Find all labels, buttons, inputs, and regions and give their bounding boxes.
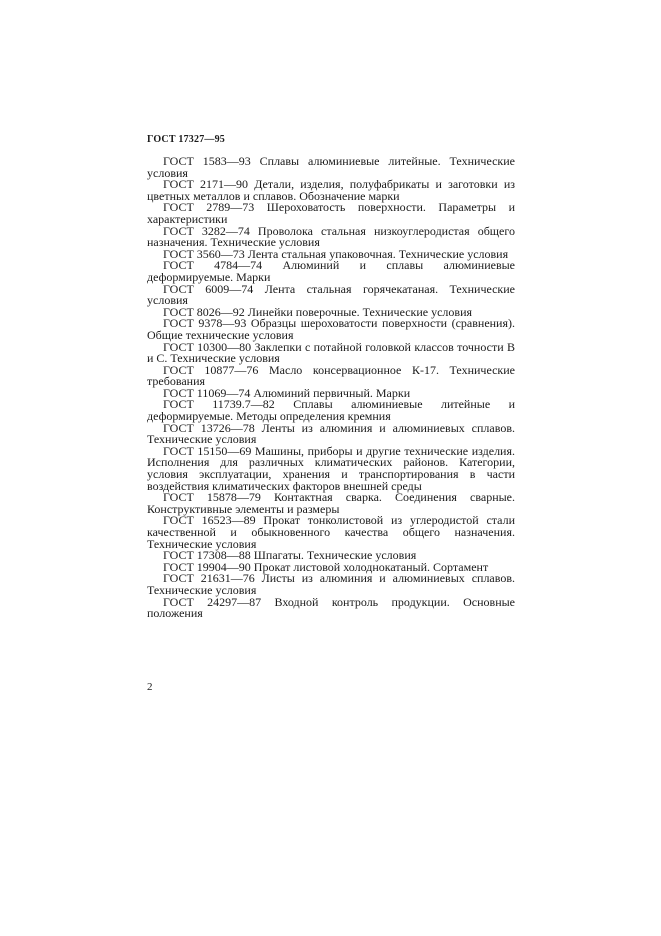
reference-item	[147, 515, 515, 550]
reference-code: ГОСТ 4784—74	[163, 258, 263, 273]
reference-item	[147, 492, 515, 515]
reference-code: ГОСТ 10877—76	[163, 362, 259, 377]
reference-code: ГОСТ 15878—79	[163, 490, 261, 505]
reference-code: ГОСТ 19904—90	[163, 559, 251, 574]
reference-code: ГОСТ 1583—93	[163, 154, 251, 168]
reference-code: ГОСТ 11069—74	[163, 385, 251, 400]
reference-title: Сплавы алюминиевые литейные. Технические условия	[147, 154, 515, 180]
reference-code: ГОСТ 16523—89	[163, 513, 256, 528]
reference-title: Детали, изделия, полуфабрикаты и заготовки из цветных металлов и сплавов. Обозначение марки	[147, 177, 516, 203]
reference-title: Входной контроль продукции. Основные положения	[147, 594, 516, 621]
reference-title: Контактная сварка. Соединения сварные. Конструктивные элементы и размеры	[147, 490, 516, 516]
reference-title: Ленты из алюминия и алюминиевых сплавов. Технические условия	[147, 420, 515, 447]
reference-title: Лента стальная горячекатаная. Технические условия	[147, 281, 516, 308]
page-number: 2	[147, 681, 153, 693]
reference-code: ГОСТ 9378—93	[163, 316, 247, 331]
reference-title: Алюминий и сплавы алюминиевые деформируемые. Марки	[147, 258, 516, 284]
reference-code: ГОСТ 21631—76	[163, 571, 255, 586]
reference-item	[147, 156, 515, 179]
reference-title: Масло консервационное К-17. Технические требования	[147, 362, 515, 389]
reference-title: Образцы шероховатости поверхности (сравнения). Общие технические условия	[147, 316, 515, 342]
reference-item	[147, 420, 515, 447]
reference-code: ГОСТ 24297—87	[163, 594, 262, 609]
reference-item	[147, 223, 516, 250]
reference-code: ГОСТ 10300—80	[163, 339, 252, 354]
reference-title: Сплавы алюминиевые литейные и деформируемые. Методы определения кремния	[147, 397, 516, 424]
reference-code: ГОСТ 11739.7—82	[163, 397, 275, 412]
reference-item	[147, 260, 515, 283]
reference-code: ГОСТ 6009—74	[163, 281, 254, 296]
reference-code: ГОСТ 2171—90	[163, 177, 248, 192]
reference-title: Алюминий первичный. Марки	[253, 385, 411, 400]
reference-item	[147, 179, 515, 202]
reference-title: Лента стальная упаковочная. Технические условия	[247, 246, 509, 261]
document-header: ГОСТ 17327—95	[147, 134, 226, 145]
reference-code: ГОСТ 3282—74	[163, 223, 250, 238]
reference-item	[147, 339, 515, 366]
reference-item	[147, 443, 515, 493]
reference-code: ГОСТ 2789—73	[163, 200, 255, 215]
reference-title: Линейки поверочные. Технические условия	[247, 304, 473, 319]
reference-item	[147, 202, 515, 225]
reference-code: ГОСТ 13726—78	[163, 420, 255, 435]
reference-title: Прокат листовой холоднокатаный. Сортамент	[253, 559, 489, 574]
reference-title: Шероховатость поверхности. Параметры и характеристики	[147, 200, 516, 226]
reference-item	[147, 399, 515, 422]
reference-item	[147, 362, 515, 389]
reference-code: ГОСТ 17308—88	[163, 548, 251, 563]
reference-list	[147, 156, 515, 620]
reference-title: Шпагаты. Технические условия	[253, 548, 417, 563]
reference-item	[147, 573, 515, 596]
reference-item	[147, 318, 515, 341]
reference-item	[147, 594, 516, 621]
reference-title: Листы из алюминия и алюминиевых сплавов. Технические условия	[147, 571, 516, 597]
reference-title: Прокат тонколистовой из углеродистой стали качественной и обыкновенного качества общего назначения. Технические условия	[147, 513, 515, 551]
reference-item	[147, 281, 516, 308]
reference-title: Заклепки с потайной головкой классов точности В и С. Технические условия	[147, 339, 515, 366]
reference-code: ГОСТ 15150—69	[163, 443, 252, 458]
reference-title: Машины, приборы и другие технические изделия. Исполнения для различных климатических районов. Категории, условия эксплуатации, хранения и транспортирования в части воздействия климатических факторов внешней среды	[147, 443, 515, 493]
reference-title: Проволока стальная низкоуглеродистая общего назначения. Технические условия	[147, 223, 516, 250]
reference-code: ГОСТ 3560—73	[163, 246, 245, 261]
reference-code: ГОСТ 8026—92	[163, 304, 245, 319]
